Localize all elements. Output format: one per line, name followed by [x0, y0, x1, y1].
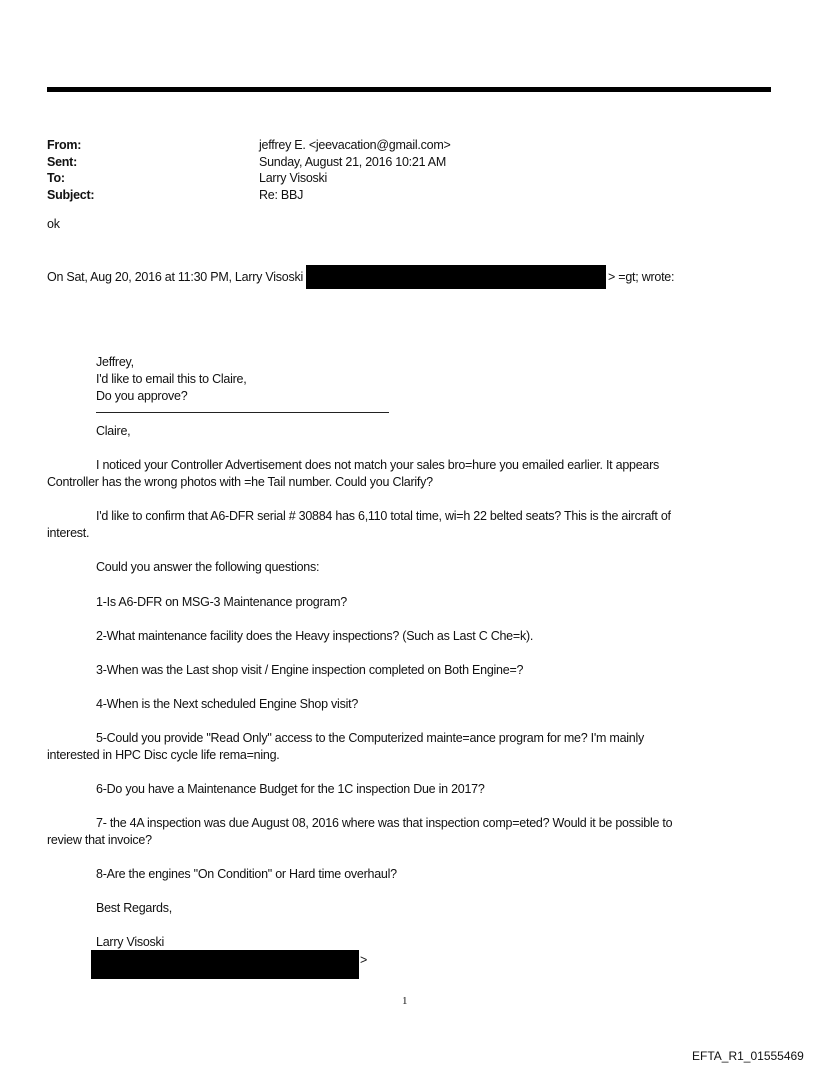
- subject-value: Re: BBJ: [259, 188, 304, 202]
- question-5: 5-Could you provide "Read Only" access to the Computerized mainte=ance program for me? I'm mainly: [96, 731, 645, 745]
- question-5-cont: interested in HPC Disc cycle life rema=ning.: [47, 748, 280, 762]
- header-rule: [47, 87, 771, 92]
- sent-label: Sent:: [47, 155, 77, 169]
- salutation: Claire,: [96, 424, 131, 438]
- from-value: jeffrey E. <jeevacation@gmail.com>: [259, 138, 451, 152]
- signature-name: Larry Visoski: [96, 935, 165, 949]
- question-7: 7- the 4A inspection was due August 08, 2016 where was that inspection comp=eted? Would it be possible to: [96, 816, 673, 830]
- page-number: 1: [402, 995, 408, 1007]
- quoted-line: I'd like to email this to Claire,: [96, 372, 247, 386]
- redaction-box: [306, 265, 606, 289]
- paragraph-line: I'd like to confirm that A6-DFR serial # 30884 has 6,110 total time, wi=h 22 belted seats? This is the aircraft of: [96, 509, 671, 523]
- to-value: Larry Visoski: [259, 171, 328, 185]
- question-1: 1-Is A6-DFR on MSG-3 Maintenance program?: [96, 595, 347, 609]
- quote-intro: [47, 265, 674, 289]
- paragraph-line: interest.: [47, 526, 90, 540]
- quote-intro-suffix: > =gt; wrote:: [608, 270, 675, 284]
- paragraph-line: Controller has the wrong photos with =he Tail number. Could you Clarify?: [47, 475, 433, 489]
- question-8: 8-Are the engines "On Condition" or Hard time overhaul?: [96, 867, 397, 881]
- separator-line: [96, 412, 389, 413]
- redaction-box: [91, 950, 359, 979]
- question-4: 4-When is the Next scheduled Engine Shop visit?: [96, 697, 359, 711]
- from-label: From:: [47, 138, 82, 152]
- closing: Best Regards,: [96, 901, 172, 915]
- reply-text: ok: [47, 217, 60, 231]
- paragraph-line: I noticed your Controller Advertisement does not match your sales bro=hure you emailed earlier. It appears: [96, 458, 660, 472]
- subject-label: Subject:: [47, 188, 95, 202]
- question-2: 2-What maintenance facility does the Heavy inspections? (Such as Last C Che=k).: [96, 629, 534, 643]
- to-label: To:: [47, 171, 65, 185]
- quoted-line: Do you approve?: [96, 389, 188, 403]
- question-6: 6-Do you have a Maintenance Budget for the 1C inspection Due in 2017?: [96, 782, 485, 796]
- quote-intro-prefix: On Sat, Aug 20, 2016 at 11:30 PM, Larry Visoski: [47, 270, 303, 284]
- sent-value: Sunday, August 21, 2016 10:21 AM: [259, 155, 447, 169]
- question-3: 3-When was the Last shop visit / Engine inspection completed on Both Engine=?: [96, 663, 524, 677]
- signature-suffix: >: [360, 953, 368, 967]
- paragraph-line: Could you answer the following questions:: [96, 560, 320, 574]
- question-7-cont: review that invoice?: [47, 833, 152, 847]
- bates-number: EFTA_R1_01555469: [692, 1049, 804, 1063]
- quoted-line: Jeffrey,: [96, 355, 134, 369]
